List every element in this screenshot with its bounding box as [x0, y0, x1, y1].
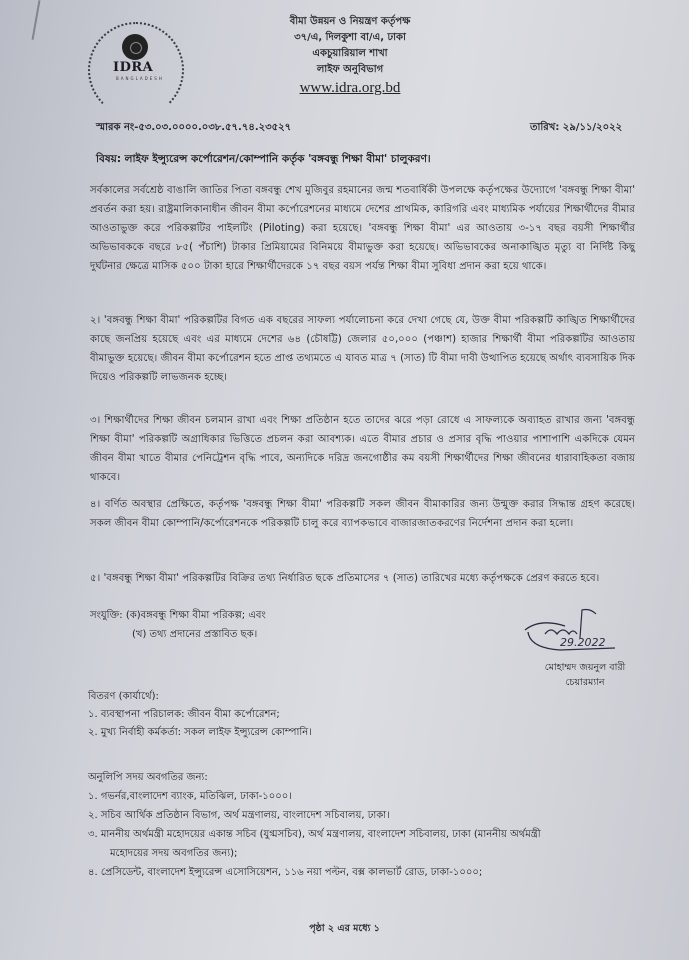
paper-crease [32, 0, 41, 40]
page-number: পৃষ্ঠা ২ এর মধ্যে ১ [309, 923, 380, 934]
signer-block [530, 660, 640, 690]
attachment-item: (ক)বঙ্গবন্ধু শিক্ষা বীমা পরিকল্প; এবং [125, 610, 266, 621]
org-division: লাইফ অনুবিভাগ [316, 64, 384, 75]
document-date: তারিখ: ২৯/১১/২০২২ [530, 122, 623, 133]
copies-heading: অনুলিপি সদয় অবগতির জন্য: [88, 772, 208, 783]
copy-item: ২. সচিব আর্থিক প্রতিষ্ঠান বিভাগ, অর্থ মন্ত্রণালয়, বাংলাদেশ সচিবালয়, ঢাকা। [88, 810, 390, 821]
website-link[interactable]: www.idra.org.bd [299, 80, 401, 96]
svg-text:29.2022: 29.2022 [560, 636, 606, 649]
paragraph-3: ৩। শিক্ষার্থীদের শিক্ষা জীবন চলমান রাখা এবং শিক্ষা প্রতিষ্ঠান হতে তাদের ঝরে পড়া রোধে এ সাফল্যকে অব্যাহত রাখার জন্য 'বঙ্গবন্ধু শিক্ষা বীমা' পরিকল্পটি অগ্রাধিকার ভিত্তিতে প্রচলন করা আবশ্যক। এতে বীমার প্রচার ও প্রসার বৃদ্ধি পাওয়ার পাশাপাশি একদিকে যেমন জীবন বীমা খাতে বীমার পেনিট্রেশন বৃদ্ধি পাবে, অন্যদিকে দরিদ্র জনগোষ্ঠীর কম বয়সী শিক্ষার্থীদের শিক্ষা জীবনের ধারাবাহিকতা বজায় থাকবে। [90, 415, 635, 483]
org-address: ৩৭/এ, দিলকুশা বা/এ, ঢাকা [294, 32, 406, 43]
distribution-list [88, 688, 312, 742]
paragraph-4: ৪। বর্ণিত অবস্থার প্রেক্ষিতে, কর্তৃপক্ষ 'বঙ্গবন্ধু শিক্ষা বীমা' পরিকল্পটি সকল জীবন বীমাকারির জন্য উন্মুক্ত করার সিদ্ধান্ত গ্রহণ করেছে। সকল জীবন বীমা কোম্পানি/কর্পোরেশনকে পরিকল্পটি চালু করে ব্যাপকভাবে বাজারজাতকরণের নির্দেশনা প্রদান করা হলো। [90, 499, 635, 529]
signature [520, 608, 650, 658]
letterhead [240, 14, 460, 98]
paragraph-1: সর্বকালের সর্বশ্রেষ্ঠ বাঙালি জাতির পিতা বঙ্গবন্ধু শেখ মুজিবুর রহমানের জন্ম শতবার্ষিকী উপলক্ষে কর্তৃপক্ষের উদ্যোগে 'বঙ্গবন্ধু শিক্ষা বীমা' প্রবর্তন করা হয়। রাষ্ট্রমালিকানাধীন জীবন বীমা কর্পোরেশনের মাধ্যমে দেশের প্রাথমিক, কারিগরি এবং মাধ্যমিক পর্যায়ের শিক্ষার্থীদের বীমার আওতাভুক্ত করে পরিকল্পটির পাইলটিং (Piloting) করা হয়েছে। 'বঙ্গবন্ধু শিক্ষা বীমা' এর আওতায় ৩-১৭ বছর বয়সী শিক্ষার্থীর অভিভাবককে বছরে ৮৫( পঁচাশি) টাকার প্রিমিয়ামের বিনিময়ে বীমাভুক্ত করা হয়েছে। অভিভাবকের অনাকাঙ্খিত মৃত্যু বা নির্দিষ্ট কিছু দুর্ঘটনার ক্ষেত্রে মাসিক ৫০০ টাকা হারে শিক্ষার্থীদেরকে ১৭ বছর বয়স পর্যন্ত শিক্ষা বীমা সুবিধা প্রদান করা হয়ে থাকে। [90, 185, 635, 272]
distribution-item: ২. মুখ্য নির্বাহী কর্মকর্তা: সকল লাইফ ইন্স্যুরেন্স কোম্পানি। [88, 727, 312, 738]
signer-name: মোহাম্মদ জয়নুল বারী [544, 662, 626, 673]
org-name: বীমা উন্নয়ন ও নিয়ন্ত্রণ কর্তৃপক্ষ [289, 16, 411, 27]
copy-item: ১. গভর্নর,বাংলাদেশ ব্যাংক, মতিঝিল, ঢাকা-১০০০। [88, 791, 292, 802]
copy-item: ৪. প্রেসিডেন্ট, বাংলাদেশ ইন্স্যুরেন্স এসোসিয়েশন, ১১৬ নয়া পল্টন, বক্স কালভার্ট রোড, ঢাকা-১০০০; [88, 867, 483, 878]
attachment-item: (খ) তথ্য প্রদানের প্রস্তাবিত ছক। [132, 629, 258, 640]
attachments-label: সংযুক্তি: [90, 610, 123, 621]
copy-item: ৩. মাননীয় অর্থমন্ত্রী মহোদয়ের একান্ত সচিব (যুগ্মসচিব), অর্থ মন্ত্রণালয়, বাংলাদেশ সচিবালয়, ঢাকা (মাননীয় অর্থমন্ত্রী [88, 829, 541, 840]
paragraph-2: ২। 'বঙ্গবন্ধু শিক্ষা বীমা' পরিকল্পটির বিগত এক বছরের সাফল্য পর্যালোচনা করে দেখা গেছে যে, উক্ত বীমা পরিকল্পটি কাঙ্খিত শিক্ষার্থীদের কাছে জনপ্রিয় হয়েছে এবং এর মাধ্যমে দেশের ৬৪ (চৌষট্টি) জেলার ৫০,০০০ (পঞ্চাশ) হাজার শিক্ষার্থী বীমা পরিকল্পটির আওতায় বীমাভুক্ত হয়েছে। জীবন বীমা কর্পোরেশন হতে প্রাপ্ত তথ্যমতে এ যাবত মাত্র ৭ (সাত) টি বীমা দাবী উত্থাপিত হয়েছে অর্থাৎ ব্যবসায়িক দিক দিয়েও পরিকল্পটি লাভজনক হচ্ছে। [90, 315, 635, 383]
distribution-item: ১. ব্যবস্থাপনা পরিচালক: জীবন বীমা কর্পোরেশন; [88, 709, 280, 720]
distribution-heading: বিতরণ (কার্যার্থে): [88, 691, 159, 702]
idra-emblem-icon [122, 34, 148, 60]
signer-title: চেয়ারম্যান [565, 677, 605, 688]
memo-number: স্মারক নং-৫৩.০৩.০০০০.০৩৮.৫৭.৭৪.২৩৫২৭ [96, 122, 292, 133]
org-branch: একচুয়ারিয়াল শাখা [312, 48, 388, 59]
paragraph-5: ৫। 'বঙ্গবন্ধু শিক্ষা বীমা' পরিকল্পটির বিক্রির তথ্য নির্ধারিত ছকে প্রতিমাসের ৭ (সাত) তারিখের মধ্যে কর্তৃপক্ষকে প্রেরণ করতে হবে। [90, 573, 600, 584]
logo-subtitle: BANGLADESH [116, 76, 164, 81]
idra-logo [88, 22, 184, 80]
signature-scribble-icon [520, 608, 650, 658]
copies-list [88, 768, 648, 882]
copy-item-continuation: মহোদয়ের সদয় অবগতির জন্য); [110, 848, 238, 859]
subject-line: বিষয়: লাইফ ইন্স্যুরেন্স কর্পোরেশন/কোম্পানি কর্তৃক 'বঙ্গবন্ধু শিক্ষা বীমা' চালুকরণ। [96, 153, 431, 165]
logo-name: IDRA [113, 60, 154, 75]
attachments [90, 606, 266, 644]
